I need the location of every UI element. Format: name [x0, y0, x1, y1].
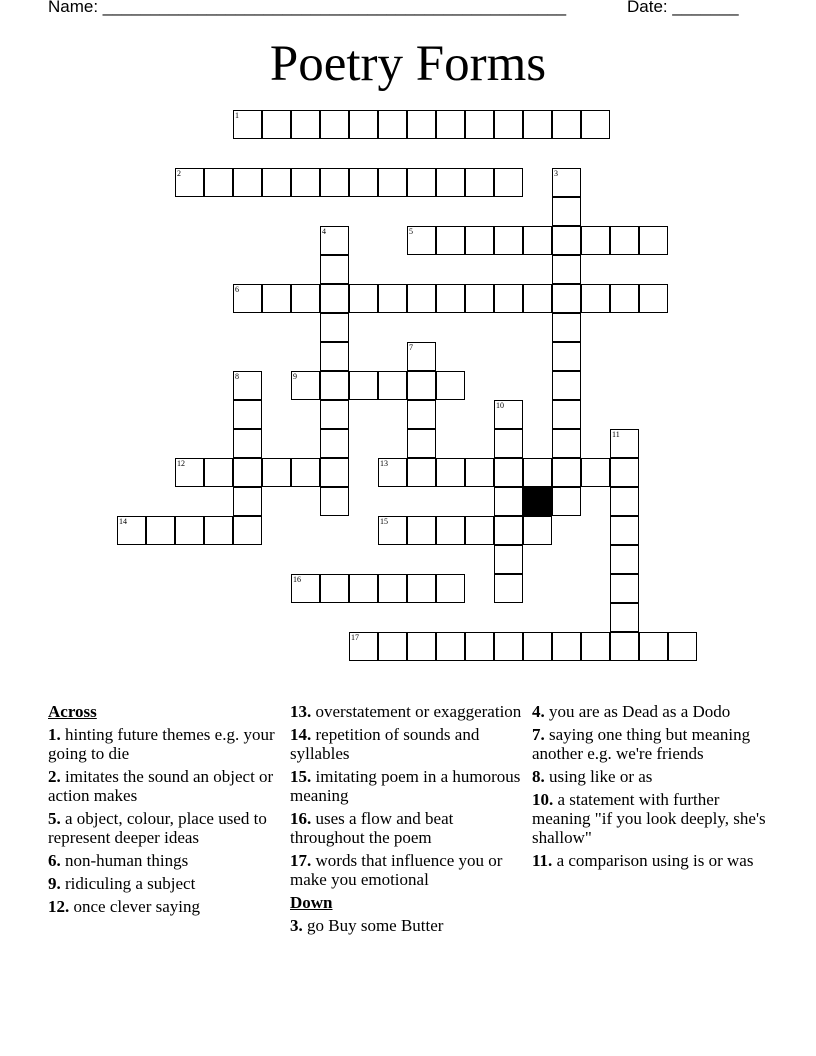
grid-cell[interactable]	[349, 168, 378, 197]
grid-cell[interactable]	[465, 110, 494, 139]
grid-cell[interactable]	[581, 226, 610, 255]
grid-cell[interactable]	[465, 226, 494, 255]
grid-cell[interactable]	[494, 545, 523, 574]
down-clue-4: 4. you are as Dead as a Dodo	[532, 702, 731, 721]
grid-cell[interactable]	[523, 458, 552, 487]
across-clue-15: 15. imitating poem in a humorous meaning	[290, 767, 521, 805]
grid-cell[interactable]	[610, 603, 639, 632]
grid-cell[interactable]	[552, 110, 581, 139]
grid-cell[interactable]	[262, 458, 291, 487]
grid-cell[interactable]	[320, 284, 349, 313]
grid-cell[interactable]	[552, 458, 581, 487]
grid-cell[interactable]	[349, 110, 378, 139]
grid-cell[interactable]	[639, 284, 668, 313]
grid-cell[interactable]	[233, 400, 262, 429]
grid-cell[interactable]	[320, 458, 349, 487]
down-clue-10: 10. a statement with further meaning "if you look deeply, she's shallow"	[532, 790, 766, 847]
clue-number: 5	[409, 227, 413, 236]
grid-cell[interactable]	[175, 168, 204, 197]
down-heading: Down	[290, 893, 333, 912]
grid-cell[interactable]	[494, 168, 523, 197]
grid-cell[interactable]	[581, 458, 610, 487]
grid-cell[interactable]	[436, 458, 465, 487]
grid-cell[interactable]	[233, 458, 262, 487]
grid-cell[interactable]	[407, 226, 436, 255]
grid-cell[interactable]	[204, 516, 233, 545]
grid-cell[interactable]	[610, 487, 639, 516]
grid-cell[interactable]	[146, 516, 175, 545]
grid-cell[interactable]	[552, 371, 581, 400]
grid-cell[interactable]	[407, 458, 436, 487]
grid-cell[interactable]	[407, 371, 436, 400]
clue-number: 6	[235, 285, 239, 294]
grid-cell[interactable]	[320, 226, 349, 255]
grid-cell[interactable]	[465, 284, 494, 313]
grid-cell[interactable]	[610, 545, 639, 574]
clue-number: 13	[380, 459, 388, 468]
grid-cell[interactable]	[494, 429, 523, 458]
grid-cell[interactable]	[407, 342, 436, 371]
grid-cell[interactable]	[320, 371, 349, 400]
grid-cell[interactable]	[320, 574, 349, 603]
grid-cell[interactable]	[378, 458, 407, 487]
grid-cell[interactable]	[407, 574, 436, 603]
grid-cell[interactable]	[436, 110, 465, 139]
grid-cell[interactable]	[523, 284, 552, 313]
grid-cell[interactable]	[552, 168, 581, 197]
grid-cell[interactable]	[465, 458, 494, 487]
grid-cell[interactable]	[320, 168, 349, 197]
grid-cell[interactable]	[494, 458, 523, 487]
across-clue-12: 12. once clever saying	[48, 897, 200, 916]
grid-cell[interactable]	[523, 226, 552, 255]
grid-cell[interactable]	[262, 284, 291, 313]
grid-cell[interactable]	[204, 458, 233, 487]
grid-cell[interactable]	[436, 516, 465, 545]
grid-cell[interactable]	[320, 255, 349, 284]
grid-cell[interactable]	[639, 226, 668, 255]
grid-cell[interactable]	[523, 110, 552, 139]
grid-cell[interactable]	[552, 487, 581, 516]
grid-cell[interactable]	[291, 371, 320, 400]
grid-cell[interactable]	[407, 632, 436, 661]
grid-cell[interactable]	[523, 516, 552, 545]
across-clue-9: 9. ridiculing a subject	[48, 874, 196, 893]
grid-cell[interactable]	[610, 632, 639, 661]
grid-cell[interactable]	[610, 516, 639, 545]
grid-cell[interactable]	[610, 458, 639, 487]
clue-number: 1	[235, 111, 239, 120]
across-heading: Across	[48, 702, 97, 721]
grid-cell[interactable]	[291, 574, 320, 603]
grid-cell[interactable]	[436, 632, 465, 661]
clue-number: 17	[351, 633, 359, 642]
grid-cell[interactable]	[291, 458, 320, 487]
across-clue-14: 14. repetition of sounds and syllables	[290, 725, 480, 763]
grid-cell[interactable]	[378, 168, 407, 197]
grid-cell[interactable]	[436, 226, 465, 255]
grid-cell[interactable]	[523, 632, 552, 661]
grid-cell[interactable]	[436, 574, 465, 603]
grid-cell[interactable]	[378, 516, 407, 545]
grid-cell[interactable]	[552, 342, 581, 371]
grid-cell[interactable]	[436, 371, 465, 400]
grid-cell[interactable]	[407, 429, 436, 458]
grid-cell[interactable]	[349, 371, 378, 400]
grid-cell[interactable]	[349, 574, 378, 603]
clue-number: 11	[612, 430, 620, 439]
grid-cell[interactable]	[668, 632, 697, 661]
date-field-label: Date: _______	[627, 0, 739, 16]
grid-cell[interactable]	[610, 284, 639, 313]
grid-cell[interactable]	[291, 284, 320, 313]
grid-cell[interactable]	[407, 516, 436, 545]
down-clue-11: 11. a comparison using is or was	[532, 851, 754, 870]
grid-cell[interactable]	[233, 168, 262, 197]
grid-cell[interactable]	[494, 487, 523, 516]
grid-cell[interactable]	[494, 226, 523, 255]
across-clue-13: 13. overstatement or exaggeration	[290, 702, 522, 721]
grid-cell[interactable]	[581, 110, 610, 139]
grid-cell[interactable]	[378, 632, 407, 661]
grid-cell[interactable]	[320, 342, 349, 371]
grid-cell[interactable]	[233, 284, 262, 313]
clue-number: 4	[322, 227, 326, 236]
grid-cell[interactable]	[407, 400, 436, 429]
grid-cell[interactable]	[494, 400, 523, 429]
grid-cell[interactable]	[639, 632, 668, 661]
grid-block	[523, 487, 552, 516]
grid-cell[interactable]	[320, 313, 349, 342]
grid-cell[interactable]	[494, 284, 523, 313]
grid-cell[interactable]	[494, 632, 523, 661]
grid-cell[interactable]	[436, 284, 465, 313]
clue-number: 8	[235, 372, 239, 381]
clue-number: 12	[177, 459, 185, 468]
grid-cell[interactable]	[581, 284, 610, 313]
grid-cell[interactable]	[552, 632, 581, 661]
grid-cell[interactable]	[117, 516, 146, 545]
name-field-label: Name: _________________________________________________	[48, 0, 567, 16]
across-clue-6: 6. non-human things	[48, 851, 189, 870]
clue-number: 16	[293, 575, 301, 584]
grid-cell[interactable]	[378, 371, 407, 400]
grid-cell[interactable]	[407, 168, 436, 197]
grid-cell[interactable]	[407, 284, 436, 313]
clue-number: 2	[177, 169, 181, 178]
grid-cell[interactable]	[320, 429, 349, 458]
grid-cell[interactable]	[465, 516, 494, 545]
grid-cell[interactable]	[552, 429, 581, 458]
across-clue-16: 16. uses a flow and beat throughout the poem	[290, 809, 454, 847]
grid-cell[interactable]	[262, 110, 291, 139]
clue-column-2	[290, 702, 526, 939]
grid-cell[interactable]	[552, 226, 581, 255]
grid-cell[interactable]	[407, 110, 436, 139]
down-clue-7: 7. saying one thing but meaning another e.g. we're friends	[532, 725, 751, 763]
clue-column-1	[48, 702, 284, 920]
grid-cell[interactable]	[233, 429, 262, 458]
grid-cell[interactable]	[320, 110, 349, 139]
clue-number: 15	[380, 517, 388, 526]
grid-cell[interactable]	[552, 197, 581, 226]
grid-cell[interactable]	[233, 371, 262, 400]
grid-cell[interactable]	[494, 574, 523, 603]
grid-cell[interactable]	[610, 429, 639, 458]
grid-cell[interactable]	[378, 110, 407, 139]
grid-cell[interactable]	[320, 400, 349, 429]
grid-cell[interactable]	[291, 168, 320, 197]
across-clue-1: 1. hinting future themes e.g. your going to die	[48, 725, 275, 763]
grid-cell[interactable]	[552, 400, 581, 429]
grid-cell[interactable]	[610, 226, 639, 255]
grid-cell[interactable]	[175, 458, 204, 487]
across-clue-5: 5. a object, colour, place used to represent deeper ideas	[48, 809, 267, 847]
clue-number: 3	[554, 169, 558, 178]
clue-number: 10	[496, 401, 504, 410]
down-clue-3: 3. go Buy some Butter	[290, 916, 444, 935]
grid-cell[interactable]	[349, 632, 378, 661]
grid-cell[interactable]	[494, 516, 523, 545]
grid-cell[interactable]	[552, 255, 581, 284]
grid-cell[interactable]	[552, 313, 581, 342]
across-clue-2: 2. imitates the sound an object or action makes	[48, 767, 274, 805]
clue-column-3	[532, 702, 768, 874]
grid-cell[interactable]	[610, 574, 639, 603]
grid-cell[interactable]	[262, 168, 291, 197]
grid-cell[interactable]	[233, 487, 262, 516]
clue-number: 9	[293, 372, 297, 381]
grid-cell[interactable]	[378, 284, 407, 313]
clue-number: 14	[119, 517, 127, 526]
clue-number: 7	[409, 343, 413, 352]
grid-cell[interactable]	[581, 632, 610, 661]
grid-cell[interactable]	[465, 168, 494, 197]
grid-cell[interactable]	[233, 516, 262, 545]
grid-cell[interactable]	[465, 632, 494, 661]
grid-cell[interactable]	[233, 110, 262, 139]
grid-cell[interactable]	[204, 168, 233, 197]
grid-cell[interactable]	[378, 574, 407, 603]
across-clue-17: 17. words that influence you or make you emotional	[290, 851, 503, 889]
grid-cell[interactable]	[552, 284, 581, 313]
down-clue-8: 8. using like or as	[532, 767, 653, 786]
page-title: Poetry Forms	[269, 36, 547, 92]
grid-cell[interactable]	[436, 168, 465, 197]
grid-cell[interactable]	[291, 110, 320, 139]
grid-cell[interactable]	[175, 516, 204, 545]
grid-cell[interactable]	[494, 110, 523, 139]
grid-cell[interactable]	[320, 487, 349, 516]
grid-cell[interactable]	[349, 284, 378, 313]
